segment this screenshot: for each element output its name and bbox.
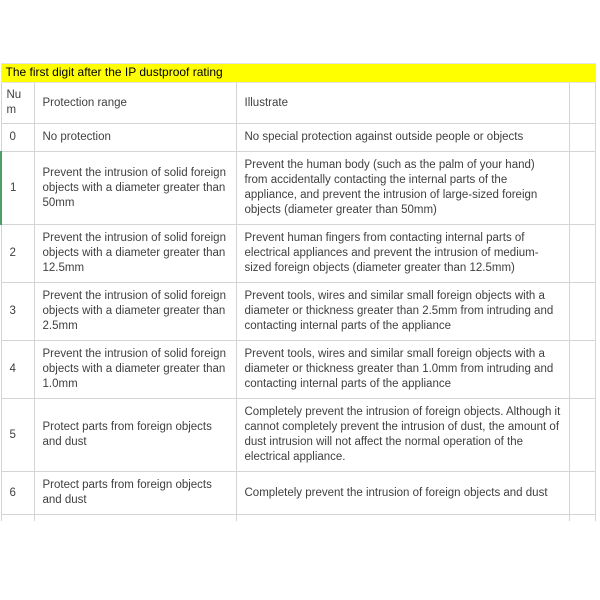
illustrate-cell: Prevent tools, wires and similar small foreign objects with a diameter or thickness greater than 2.5mm from intruding and contacting internal parts of the appliance: [236, 283, 569, 341]
num-cell: 2: [1, 225, 34, 283]
illustrate-cell: Completely prevent the intrusion of foreign objects. Although it cannot completely prevent the intrusion of dust, the amount of dust intrusion will not affect the normal operation of the electrical appliance.: [236, 399, 569, 472]
row-spacer-cell: [569, 472, 595, 515]
illustrate-cell: Prevent tools, wires and similar small foreign objects with a diameter or thickness greater than 1.0mm from intruding and contacting internal parts of the appliance: [236, 341, 569, 399]
cropped-cell: [236, 515, 569, 522]
row-spacer-cell: [569, 341, 595, 399]
cropped-cell: [1, 515, 34, 522]
header-protection-range: Protection range: [34, 83, 236, 124]
table-title-spacer-cell: [569, 64, 595, 83]
table-row: [1, 283, 595, 341]
num-cell: 6: [1, 472, 34, 515]
row-spacer-cell: [569, 124, 595, 152]
num-cell: 1: [1, 152, 34, 225]
ip-dustproof-rating-table: [0, 63, 596, 521]
num-cell: 3: [1, 283, 34, 341]
illustrate-cell: Prevent human fingers from contacting internal parts of electrical appliances and prevent the intrusion of medium-sized foreign objects (diameter greater than 12.5mm): [236, 225, 569, 283]
header-spacer-cell: [569, 83, 595, 124]
table-title: The first digit after the IP dustproof rating: [1, 64, 569, 83]
row-spacer-cell: [569, 283, 595, 341]
num-cell: 4: [1, 341, 34, 399]
row-spacer-cell: [569, 399, 595, 472]
cropped-next-row: [1, 515, 595, 522]
table-row: [1, 399, 595, 472]
num-cell: 0: [1, 124, 34, 152]
table-row: [1, 472, 595, 515]
cropped-cell: [569, 515, 595, 522]
protection-range-cell: Prevent the intrusion of solid foreign objects with a diameter greater than 12.5mm: [34, 225, 236, 283]
row-spacer-cell: [569, 225, 595, 283]
table-row: [1, 152, 595, 225]
num-cell: 5: [1, 399, 34, 472]
illustrate-cell: Completely prevent the intrusion of foreign objects and dust: [236, 472, 569, 515]
protection-range-cell: No protection: [34, 124, 236, 152]
table-title-row: [1, 64, 595, 83]
protection-range-cell: Prevent the intrusion of solid foreign objects with a diameter greater than 50mm: [34, 152, 236, 225]
illustrate-cell: No special protection against outside people or objects: [236, 124, 569, 152]
row-spacer-cell: [569, 152, 595, 225]
table-header-row: [1, 83, 595, 124]
table-row: [1, 341, 595, 399]
protection-range-cell: Protect parts from foreign objects and dust: [34, 399, 236, 472]
header-num: Num: [1, 83, 34, 124]
header-illustrate: Illustrate: [236, 83, 569, 124]
protection-range-cell: Prevent the intrusion of solid foreign objects with a diameter greater than 1.0mm: [34, 341, 236, 399]
protection-range-cell: Protect parts from foreign objects and dust: [34, 472, 236, 515]
protection-range-cell: Prevent the intrusion of solid foreign objects with a diameter greater than 2.5mm: [34, 283, 236, 341]
table-row: [1, 124, 595, 152]
illustrate-cell: Prevent the human body (such as the palm of your hand) from accidentally contacting the internal parts of the appliance, and prevent the intrusion of large-sized foreign objects (diameter greater than 50mm): [236, 152, 569, 225]
table-row: [1, 225, 595, 283]
cropped-cell: [34, 515, 236, 522]
